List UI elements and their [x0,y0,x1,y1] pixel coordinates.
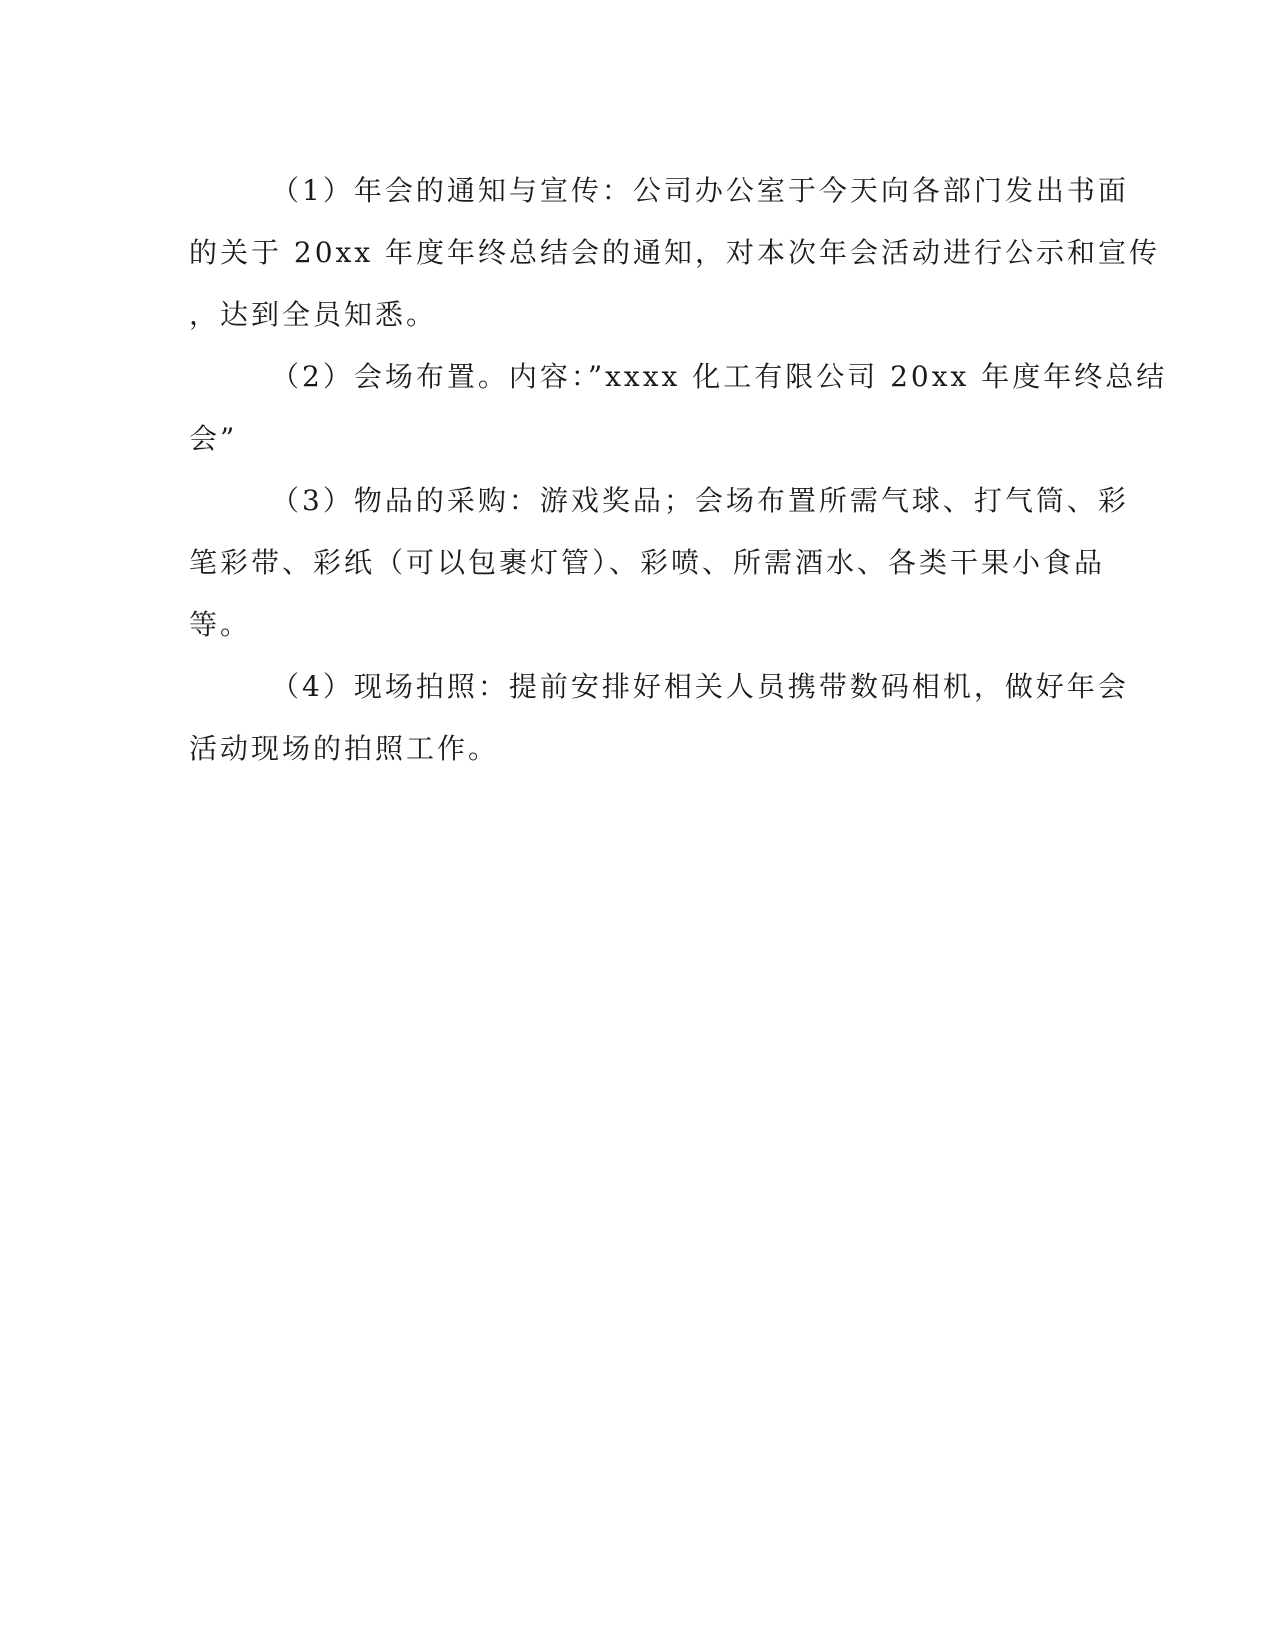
text-line: （3）物品的采购：游戏奖品；会场布置所需气球、打气筒、彩 [271,484,1129,517]
text-line: 的关于 20xx 年度年终总结会的通知，对本次年会活动进行公示和宣传 [189,236,1161,269]
text-line: 会” [189,422,238,455]
text-line: （4）现场拍照：提前安排好相关人员携带数码相机，做好年会 [271,670,1129,703]
text-line: 活动现场的拍照工作。 [189,732,500,765]
text-line: （2）会场布置。内容：”xxxx 化工有限公司 20xx 年度年终总结 [271,360,1168,393]
paragraph-venue [189,346,1168,470]
paragraph-photo [189,656,1129,780]
paragraph-purchase [189,470,1129,656]
paragraph-notice [189,160,1161,346]
document-body [189,160,1168,780]
text-line: 笔彩带、彩纸（可以包裹灯管）、彩喷、所需酒水、各类干果小食品 [189,546,1106,579]
text-line: 等。 [189,608,252,641]
text-line: ，达到全员知悉。 [189,298,438,331]
text-line: （1）年会的通知与宣传：公司办公室于今天向各部门发出书面 [271,174,1129,207]
